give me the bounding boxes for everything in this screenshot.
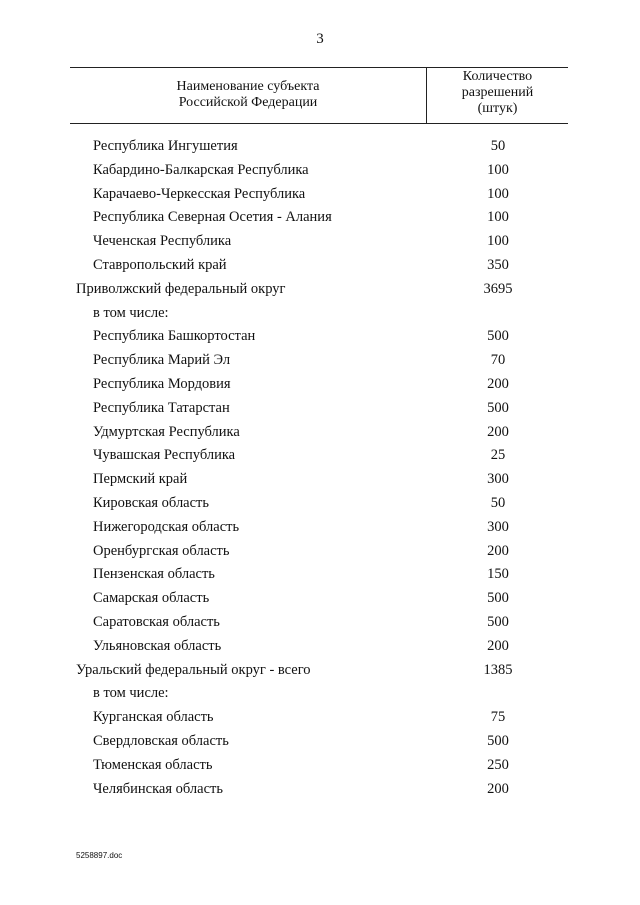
table-row [0, 159, 640, 183]
subject-name: Ульяновская область [93, 637, 222, 654]
subject-name: Республика Ингушетия [93, 138, 238, 154]
permit-count: 150 [487, 566, 509, 583]
table-row [0, 183, 640, 207]
table-row [0, 302, 640, 326]
subject-name: Удмуртская Республика [93, 423, 240, 440]
table-row [0, 706, 640, 730]
table-row [0, 349, 640, 373]
subject-name: Свердловская область [93, 732, 229, 749]
header-subject-line: Российской Федерации [178, 95, 318, 110]
table-row [0, 444, 640, 468]
subject-name: Кировская область [93, 494, 210, 511]
document-filename: 5258897.doc [76, 851, 123, 860]
permit-count: 70 [490, 352, 506, 369]
permit-count: 3695 [483, 280, 513, 297]
subject-name: Республика Башкортостан [93, 328, 256, 345]
header-subject-name [70, 79, 426, 111]
permit-count: 100 [487, 233, 509, 250]
table-header [70, 67, 568, 124]
table-row [0, 397, 640, 421]
subject-name: Республика Северная Осетия - Алания [93, 209, 332, 226]
subject-name: Приволжский федеральный округ [76, 280, 286, 297]
permit-count: 100 [487, 161, 509, 178]
subject-name: Тюменская область [93, 756, 213, 773]
permit-count: 500 [487, 399, 509, 416]
permit-count: 500 [487, 590, 509, 607]
permit-count: 350 [487, 256, 509, 273]
subject-name: Пермский край [93, 471, 188, 488]
subject-name: Самарская область [93, 590, 210, 607]
subject-name: в том числе: [93, 685, 169, 702]
permit-count: 75 [490, 709, 506, 726]
header-count-line: (штук) [477, 101, 518, 116]
subject-name: Чувашская Республика [93, 447, 236, 464]
permit-count: 200 [487, 637, 509, 654]
subject-name: Карачаево-Черкесская Республика [93, 185, 306, 202]
header-permit-count [427, 69, 568, 117]
permit-count: 50 [490, 138, 506, 154]
table-row [0, 730, 640, 754]
header-count-line: разрешений [461, 85, 534, 100]
permit-count: 1385 [483, 661, 513, 678]
header-count-line: Количество [462, 69, 533, 84]
subject-name: Нижегородская область [93, 518, 240, 535]
subject-name: в том числе: [93, 304, 169, 321]
table-row [0, 325, 640, 349]
permit-count: 300 [487, 471, 509, 488]
subject-name: Чеченская Республика [93, 233, 232, 250]
table-row [0, 611, 640, 635]
subject-name: Республика Татарстан [93, 399, 230, 416]
permit-count: 500 [487, 328, 509, 345]
table-row [0, 516, 640, 540]
header-subject-line: Наименование субъекта [176, 79, 320, 94]
subject-name: Республика Мордовия [93, 375, 231, 392]
permit-count: 200 [487, 423, 509, 440]
table-row [0, 230, 640, 254]
page-number: 3 [316, 31, 324, 47]
subject-name: Ставропольский край [93, 256, 227, 273]
permit-count: 500 [487, 732, 509, 749]
subject-name: Кабардино-Балкарская Республика [93, 161, 309, 178]
subject-name: Саратовская область [93, 613, 220, 630]
subject-name: Пензенская область [93, 566, 215, 583]
subject-name: Челябинская область [93, 780, 223, 797]
table-row [0, 754, 640, 778]
subject-name: Уральский федеральный округ - всего [76, 661, 311, 678]
table-row [0, 563, 640, 587]
table-row [0, 206, 640, 230]
table-row [0, 778, 640, 802]
subject-name: Республика Марий Эл [93, 352, 231, 369]
district-row [0, 659, 640, 683]
table-row [0, 492, 640, 516]
permit-count: 100 [487, 209, 509, 226]
permit-count: 100 [487, 185, 509, 202]
table-row [0, 135, 640, 159]
permit-count: 50 [490, 494, 506, 511]
table-row [0, 682, 640, 706]
district-row [0, 278, 640, 302]
permit-count: 200 [487, 375, 509, 392]
subject-name: Курганская область [93, 709, 214, 726]
table-body [0, 135, 640, 801]
table-row [0, 468, 640, 492]
permit-count: 500 [487, 613, 509, 630]
table-row [0, 635, 640, 659]
permit-count: 25 [490, 447, 506, 464]
table-row [0, 587, 640, 611]
subject-name: Оренбургская область [93, 542, 230, 559]
permit-count: 300 [487, 518, 509, 535]
table-row [0, 421, 640, 445]
table-row [0, 540, 640, 564]
permit-count: 200 [487, 780, 509, 797]
table-row [0, 254, 640, 278]
permit-count: 200 [487, 542, 509, 559]
table-row [0, 373, 640, 397]
permit-count: 250 [487, 756, 509, 773]
